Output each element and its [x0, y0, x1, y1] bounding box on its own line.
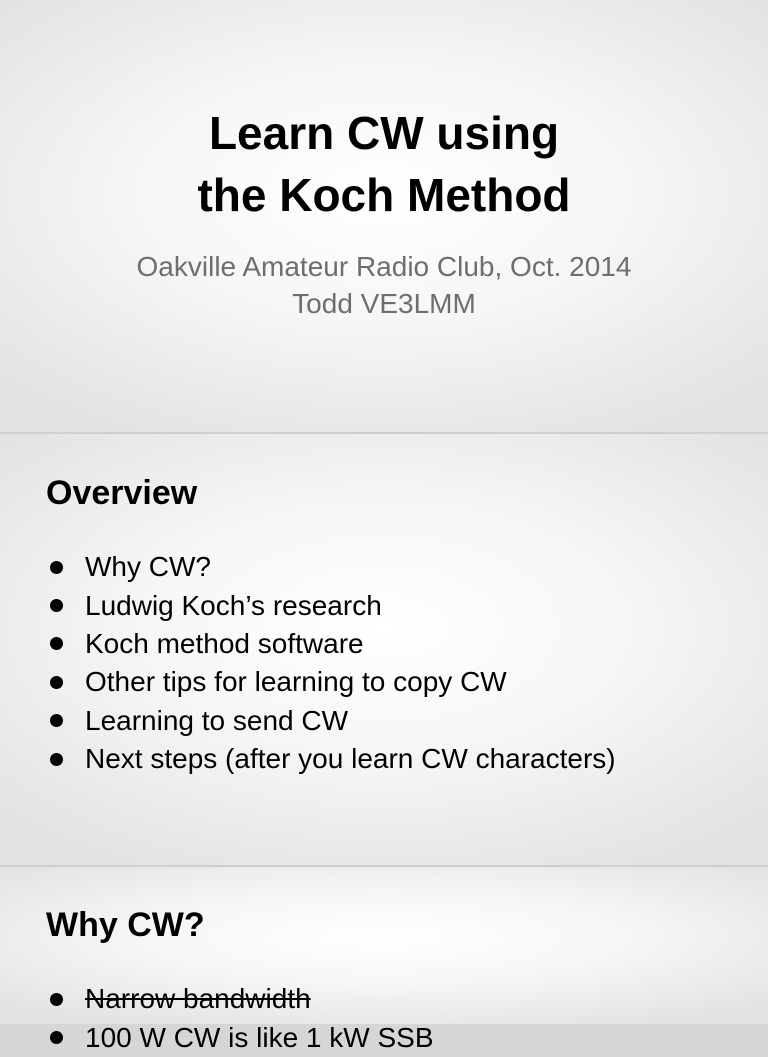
slide-heading: Why CW?: [46, 906, 205, 944]
list-item-text: Narrow bandwidth: [85, 983, 311, 1015]
bullet-icon: [50, 1031, 63, 1044]
slide-heading: Overview: [46, 474, 198, 512]
list-item: [46, 980, 434, 1018]
list-item-text: Koch method software: [85, 627, 364, 659]
list-item: [46, 702, 616, 740]
presentation-title: [0, 102, 768, 226]
bullet-icon: [50, 714, 63, 727]
list-item-text: Next steps (after you learn CW characters): [85, 743, 616, 775]
list-item-text: Ludwig Koch’s research: [85, 589, 382, 621]
bullet-icon: [50, 637, 63, 650]
title-line: Learn CW using: [208, 107, 560, 159]
bullet-icon: [50, 676, 63, 689]
subtitle-line: Oakville Amateur Radio Club, Oct. 2014: [136, 251, 632, 282]
list-item-text: 100 W CW is like 1 kW SSB: [85, 1021, 434, 1053]
list-item: [46, 625, 616, 663]
list-item: [46, 663, 616, 701]
bullet-icon: [50, 561, 63, 574]
bullet-icon: [50, 753, 63, 766]
slide-overview: [0, 434, 768, 865]
subtitle-line: Todd VE3LMM: [292, 288, 476, 319]
list-item: [46, 740, 616, 778]
bullet-list: [46, 548, 616, 778]
presentation-subtitle: [0, 248, 768, 322]
bullet-list: [46, 980, 434, 1057]
list-item: [46, 1018, 434, 1056]
title-line: the Koch Method: [197, 169, 571, 221]
list-item-text: Why CW?: [85, 551, 211, 583]
slide-title: [0, 0, 768, 432]
list-item: [46, 586, 616, 624]
list-item-text: Learning to send CW: [85, 704, 349, 736]
list-item: [46, 548, 616, 586]
bullet-icon: [50, 993, 63, 1006]
bullet-icon: [50, 599, 63, 612]
slide-why-cw: [0, 867, 768, 1053]
list-item-text: Other tips for learning to copy CW: [85, 666, 507, 698]
